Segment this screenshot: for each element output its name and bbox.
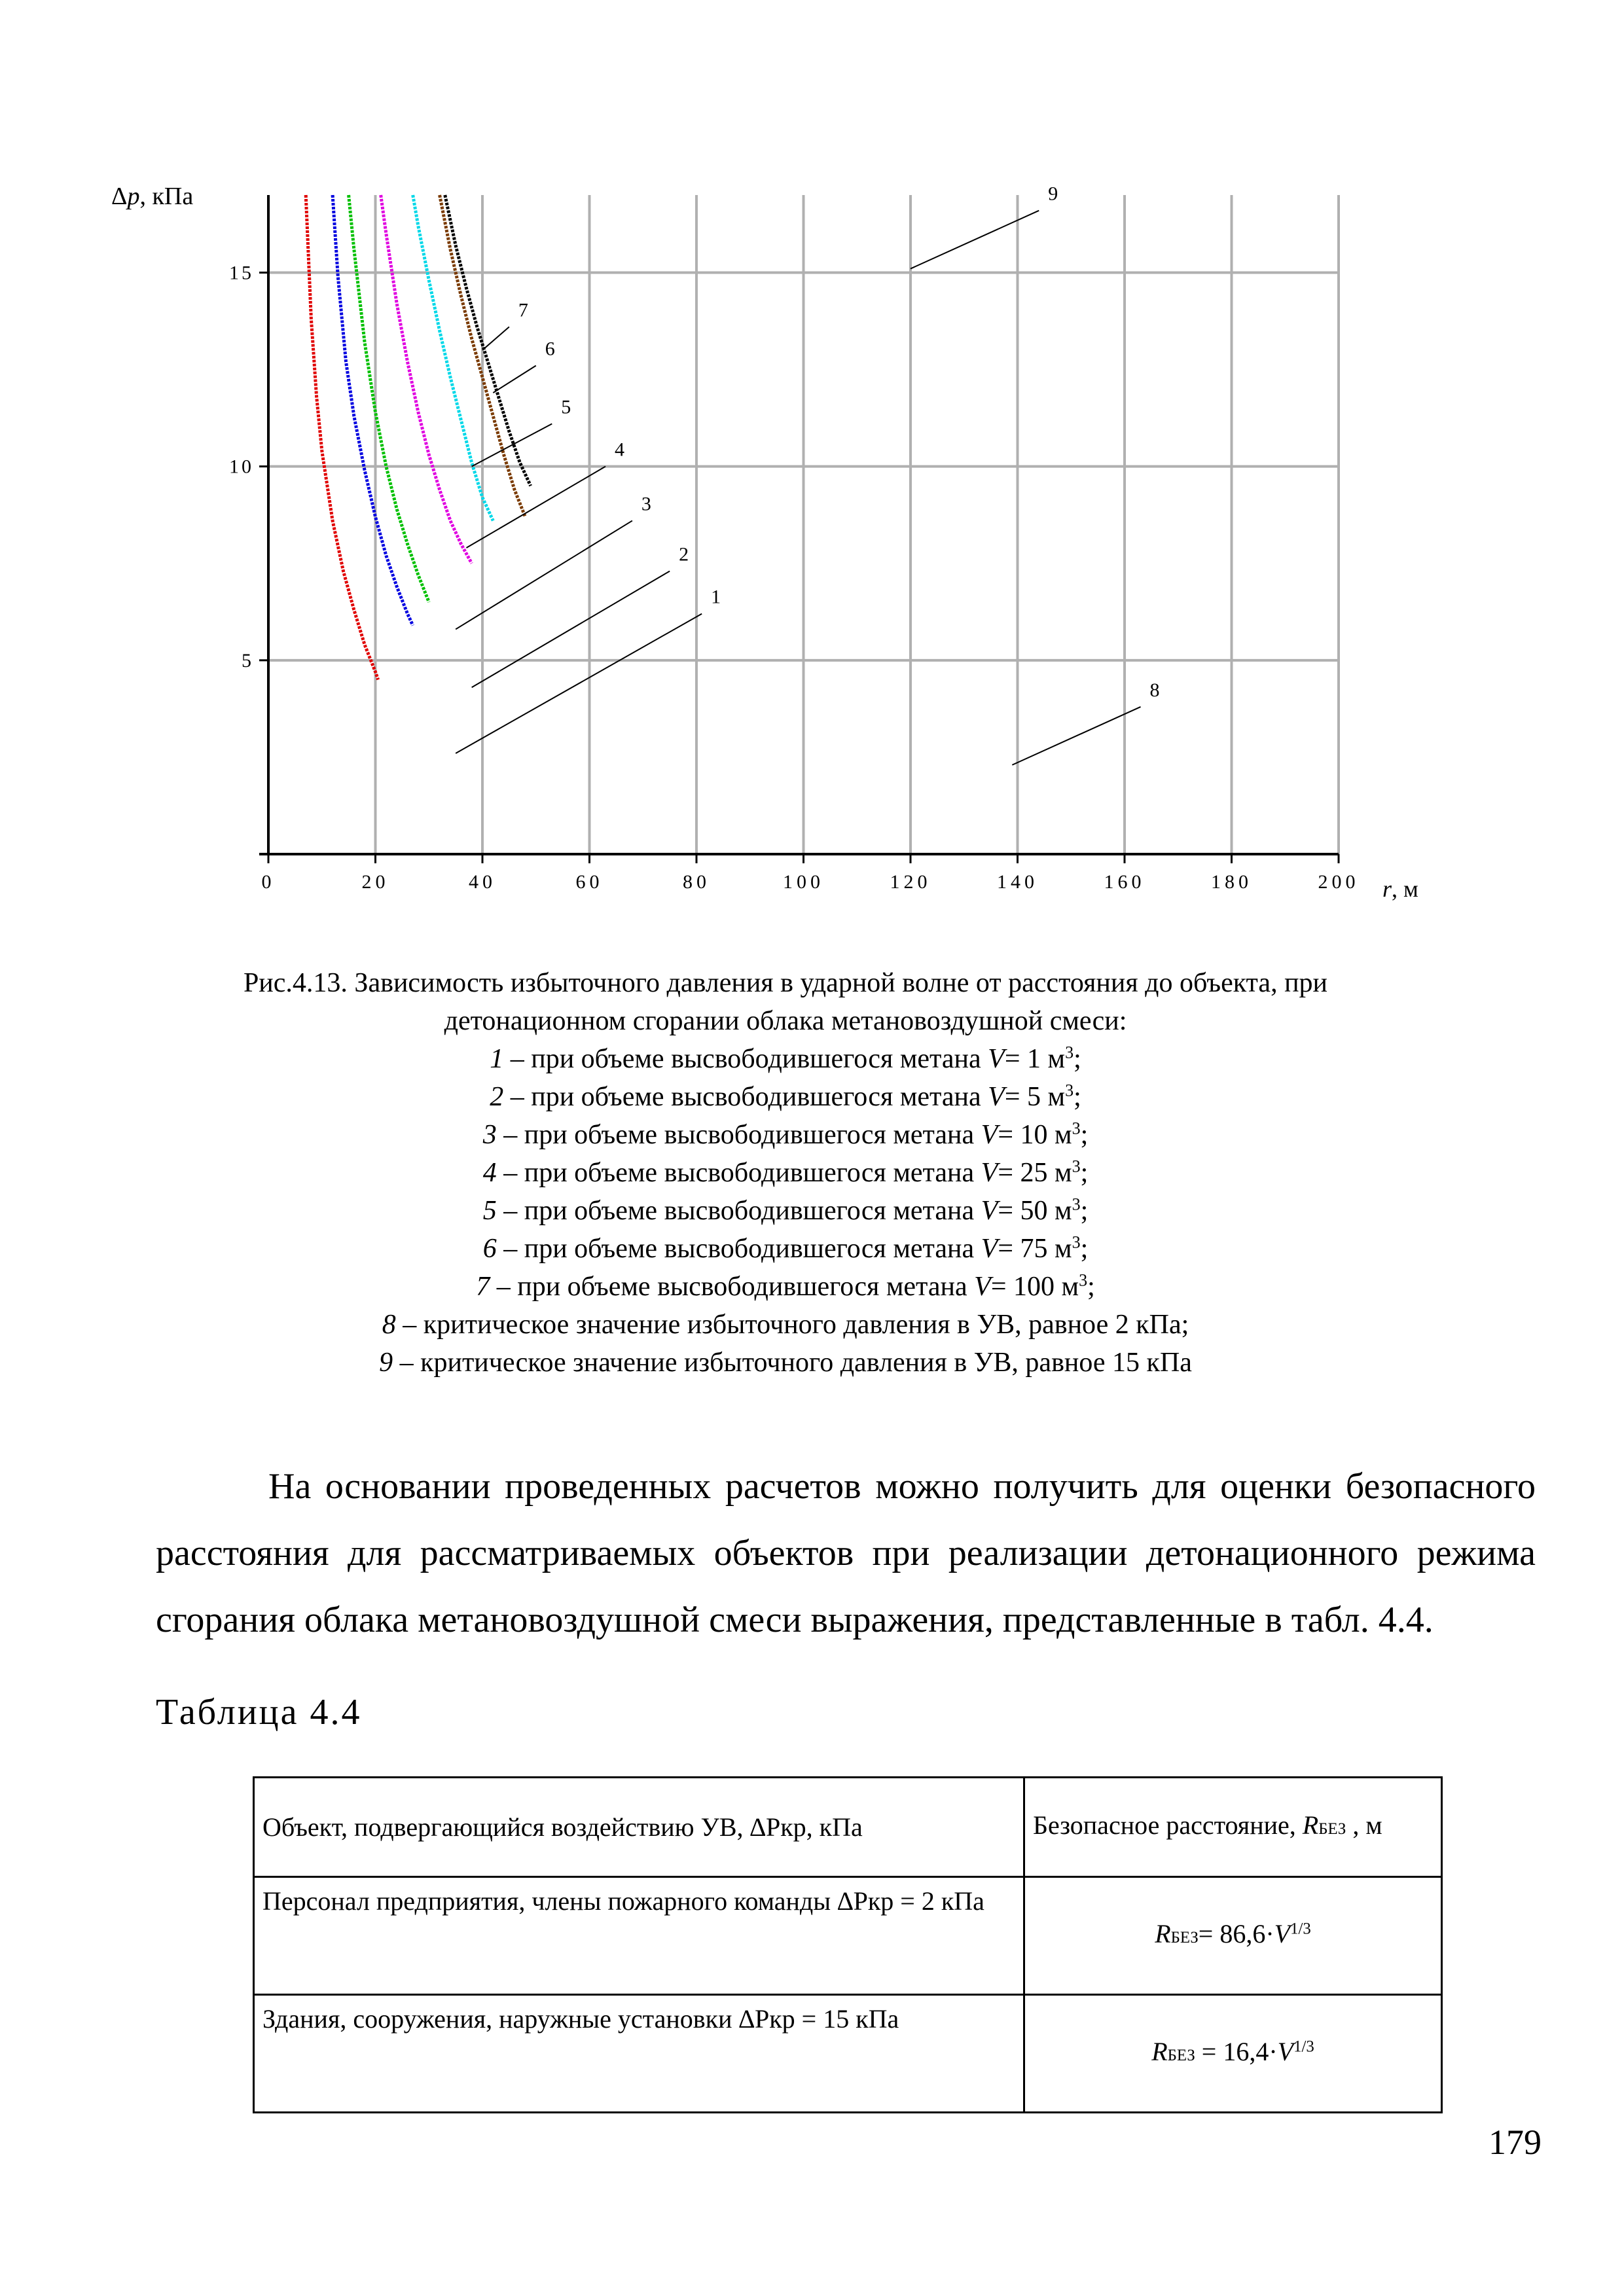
caption-item-8: 8 – критическое значение избыточного давления в УВ, равное 2 кПа; [382, 1310, 1189, 1340]
x-tick-label: 120 [890, 871, 931, 893]
x-tick-label: 0 [261, 871, 276, 893]
header-object: Объект, подвергающийся воздействию УВ, ∆Pкр, кПа [254, 1778, 1024, 1877]
table-4-4 [253, 1776, 1443, 2113]
callout-line-7 [482, 327, 509, 350]
callout-label-8: 8 [1149, 679, 1160, 701]
callout-line-9 [911, 211, 1039, 269]
caption-item-5: 5 – при объеме высвободившегося метана V= 50 $м^3$; [482, 1194, 1089, 1226]
x-tick-label: 180 [1211, 871, 1252, 893]
callout-label-6: 6 [545, 338, 555, 360]
series-5-curve [413, 195, 494, 521]
callout-label-9: 9 [1048, 183, 1058, 205]
page-number: 179 [1489, 2123, 1542, 2162]
y-axis-label: Δp, кПа [111, 183, 194, 210]
y-tick-label: 5 [242, 649, 254, 672]
chart-callouts [456, 183, 1159, 765]
caption-item-3: 3 – при объеме высвободившегося метана V= 10 $м^3$; [482, 1119, 1089, 1150]
chart-grid [268, 195, 1339, 854]
caption-item-9: 9 – критическое значение избыточного давления в УВ, равное 15 кПа [379, 1348, 1192, 1378]
x-tick-label: 100 [783, 871, 824, 893]
y-tick-label: 10 [229, 456, 254, 478]
y-tick-label: 15 [229, 262, 254, 284]
callout-label-7: 7 [518, 299, 528, 321]
chart-series [306, 195, 530, 679]
row-object: Персонал предприятия, члены пожарного команды ∆Pкр = 2 кПа [254, 1877, 1024, 1995]
callout-line-4 [466, 467, 605, 548]
series-2-curve [333, 195, 413, 626]
callout-label-3: 3 [641, 493, 651, 515]
callout-label-5: 5 [561, 396, 571, 418]
series-3-curve [349, 195, 429, 602]
x-tick-label: 40 [469, 871, 496, 893]
table-header-row [254, 1778, 1442, 1877]
x-tick-label: 20 [361, 871, 389, 893]
callout-line-5 [472, 423, 552, 466]
table-title: Таблица 4.4 [156, 1692, 362, 1732]
x-tick-label: 200 [1318, 871, 1360, 893]
x-tick-label: 140 [997, 871, 1038, 893]
caption-items [131, 1040, 1440, 1306]
callout-label-1: 1 [711, 586, 721, 608]
caption-line-2: детонационном сгорании облака метановоздушной смеси: [444, 1006, 1127, 1036]
row-object: Здания, сооружения, наружные установки ∆Pкр = 15 кПа [254, 1995, 1024, 2113]
callout-line-2 [472, 571, 670, 688]
caption-item-1: 1 – при объеме высвободившегося метана V= 1 $м^3$; [490, 1043, 1081, 1074]
chart-axes [229, 195, 1360, 893]
callout-line-8 [1012, 707, 1140, 765]
row-formula: RБЕЗ= $86,6\cdot V^{1/3}$ [1024, 1877, 1442, 1995]
header-distance: Безопасное расстояние, RБЕЗ , м [1024, 1778, 1442, 1877]
series-1-curve [306, 195, 378, 679]
pressure-distance-chart [0, 0, 1624, 929]
body-paragraph: На основании проведенных расчетов можно получить для оценки безопасного расстояния для рассматриваемых объектов при реализации детонационного режима сгорания облака метановоздушной смеси выражения, представленные в табл. 4.4. [156, 1466, 1536, 1640]
table-row [254, 1877, 1442, 1995]
row-formula: RБЕЗ = $16,4\cdot V^{1/3}$ [1024, 1995, 1442, 2113]
caption-item-7: 7 – при объеме высвободившегося метана V= 100 $м^3$; [476, 1270, 1095, 1302]
x-tick-label: 60 [575, 871, 604, 893]
callout-line-1 [456, 614, 702, 753]
caption-item-4: 4 – при объеме высвободившегося метана V= 25 $м^3$; [482, 1157, 1089, 1188]
caption-item-2: 2 – при объеме высвободившегося метана V= 5 $м^3$; [490, 1081, 1081, 1112]
x-axis-label: r, м [1382, 876, 1418, 902]
figure-caption [131, 964, 1440, 1382]
callout-label-4: 4 [615, 439, 625, 461]
table-row [254, 1995, 1442, 2113]
caption-line-1: Рис.4.13. Зависимость избыточного давления в ударной волне от расстояния до объекта, при [243, 968, 1328, 998]
caption-item-6: 6 – при объеме высвободившегося метана V= 75 $м^3$; [482, 1232, 1089, 1264]
x-tick-label: 160 [1104, 871, 1146, 893]
callout-label-2: 2 [679, 543, 689, 565]
x-tick-label: 80 [683, 871, 710, 893]
callout-line-6 [493, 366, 535, 393]
